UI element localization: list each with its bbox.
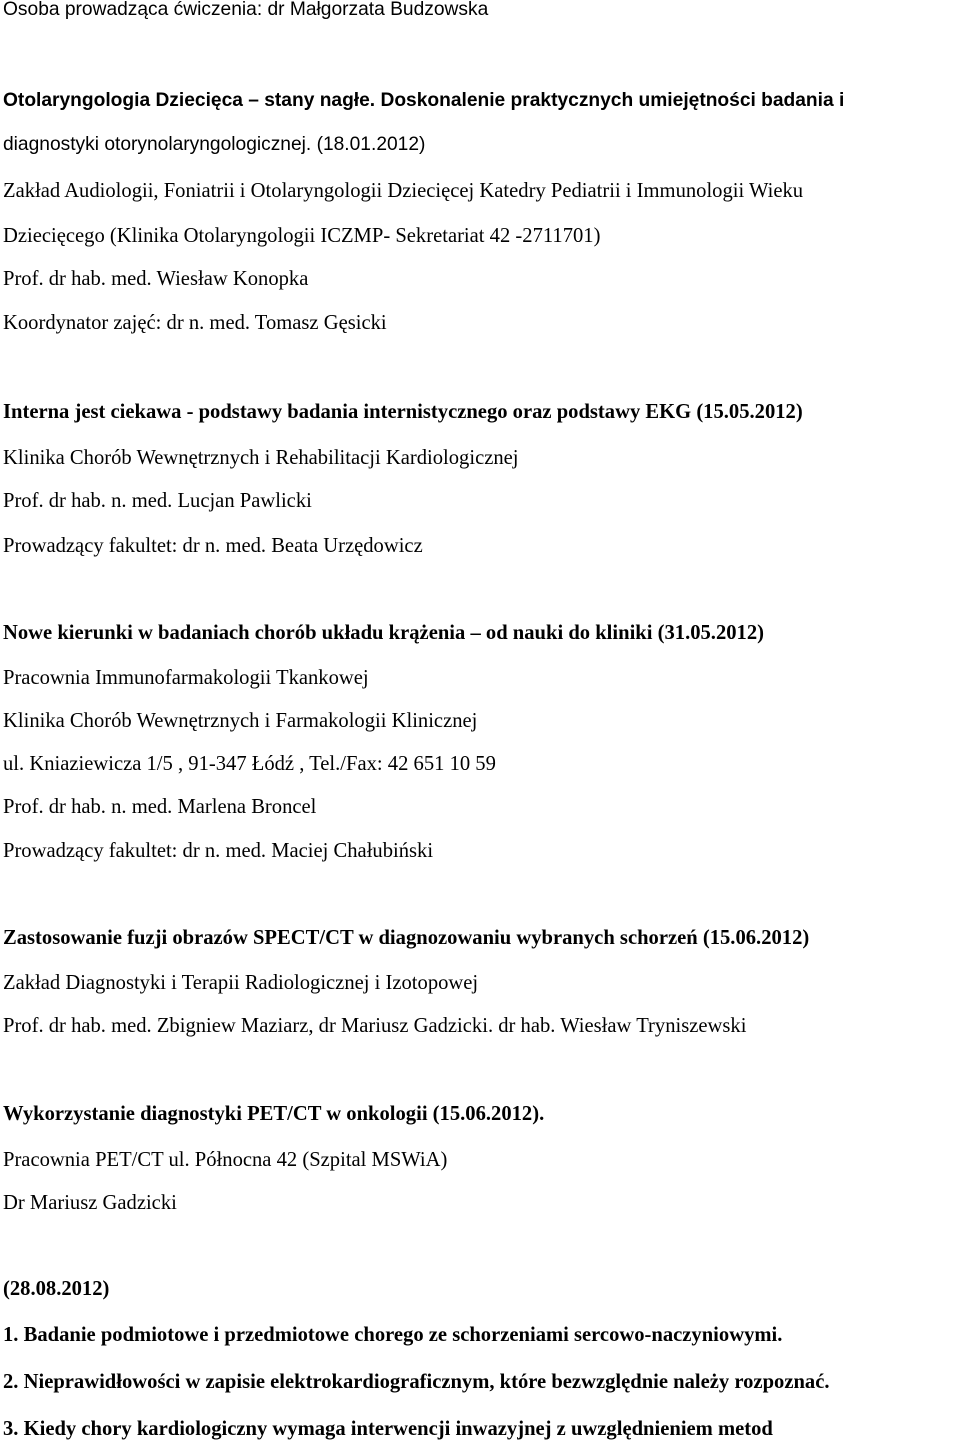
section-6-item: 3. Kiedy chory kardiologiczny wymaga interwencji inwazyjnej z uwzględnieniem metod [3, 1418, 773, 1440]
section-1-line: Zakład Audiologii, Foniatrii i Otolaryngologii Dziecięcej Katedry Pediatrii i Immunologii Wieku [3, 180, 804, 202]
section-1-title-line-1: Otolaryngologia Dziecięca – stany nagłe. Doskonalenie praktycznych umiejętności badania i [3, 90, 845, 111]
section-1-line: Dziecięcego (Klinika Otolaryngologii ICZMP- Sekretariat 42 -2711701) [3, 225, 601, 247]
section-6-item: 1. Badanie podmiotowe i przedmiotowe chorego ze schorzeniami sercowo-naczyniowymi. [3, 1324, 783, 1346]
section-3-line: Prowadzący fakultet: dr n. med. Maciej Chałubiński [3, 840, 434, 862]
instructor-line: Osoba prowadząca ćwiczenia: dr Małgorzata Budzowska [3, 0, 489, 20]
section-5-title: Wykorzystanie diagnostyki PET/CT w onkologii (15.06.2012). [3, 1103, 545, 1125]
section-2-line: Klinika Chorób Wewnętrznych i Rehabilitacji Kardiologicznej [3, 447, 519, 469]
section-3-line: Pracownia Immunofarmakologii Tkankowej [3, 667, 369, 689]
section-2-title: Interna jest ciekawa - podstawy badania internistycznego oraz podstawy EKG (15.05.2012) [3, 401, 803, 423]
section-3-line: Prof. dr hab. n. med. Marlena Broncel [3, 796, 317, 818]
section-5-line: Dr Mariusz Gadzicki [3, 1192, 177, 1214]
section-3-line: ul. Kniaziewicza 1/5 , 91-347 Łódź , Tel./Fax: 42 651 10 59 [3, 753, 496, 775]
section-2-line: Prof. dr hab. n. med. Lucjan Pawlicki [3, 490, 312, 512]
section-3-line: Klinika Chorób Wewnętrznych i Farmakologii Klinicznej [3, 710, 478, 732]
section-4-line: Prof. dr hab. med. Zbigniew Maziarz, dr Mariusz Gadzicki. dr hab. Wiesław Tryniszewski [3, 1015, 747, 1037]
section-2-line: Prowadzący fakultet: dr n. med. Beata Urzędowicz [3, 535, 423, 557]
section-5-line: Pracownia PET/CT ul. Północna 42 (Szpital MSWiA) [3, 1149, 448, 1171]
section-3-title: Nowe kierunki w badaniach chorób układu krążenia – od nauki do kliniki (31.05.2012) [3, 622, 765, 644]
section-4-title: Zastosowanie fuzji obrazów SPECT/CT w diagnozowaniu wybranych schorzeń (15.06.2012) [3, 927, 810, 949]
section-1-title-line-2: diagnostyki otorynolaryngologicznej. (18.01.2012) [3, 134, 426, 155]
section-1-line: Prof. dr hab. med. Wiesław Konopka [3, 268, 309, 290]
section-4-line: Zakład Diagnostyki i Terapii Radiologicznej i Izotopowej [3, 972, 479, 994]
section-1-line: Koordynator zajęć: dr n. med. Tomasz Gęsicki [3, 312, 387, 334]
section-6-item: 2. Nieprawidłowości w zapisie elektrokardiograficznym, które bezwzględnie należy rozpoznać. [3, 1371, 830, 1393]
section-6-title: (28.08.2012) [3, 1278, 110, 1300]
